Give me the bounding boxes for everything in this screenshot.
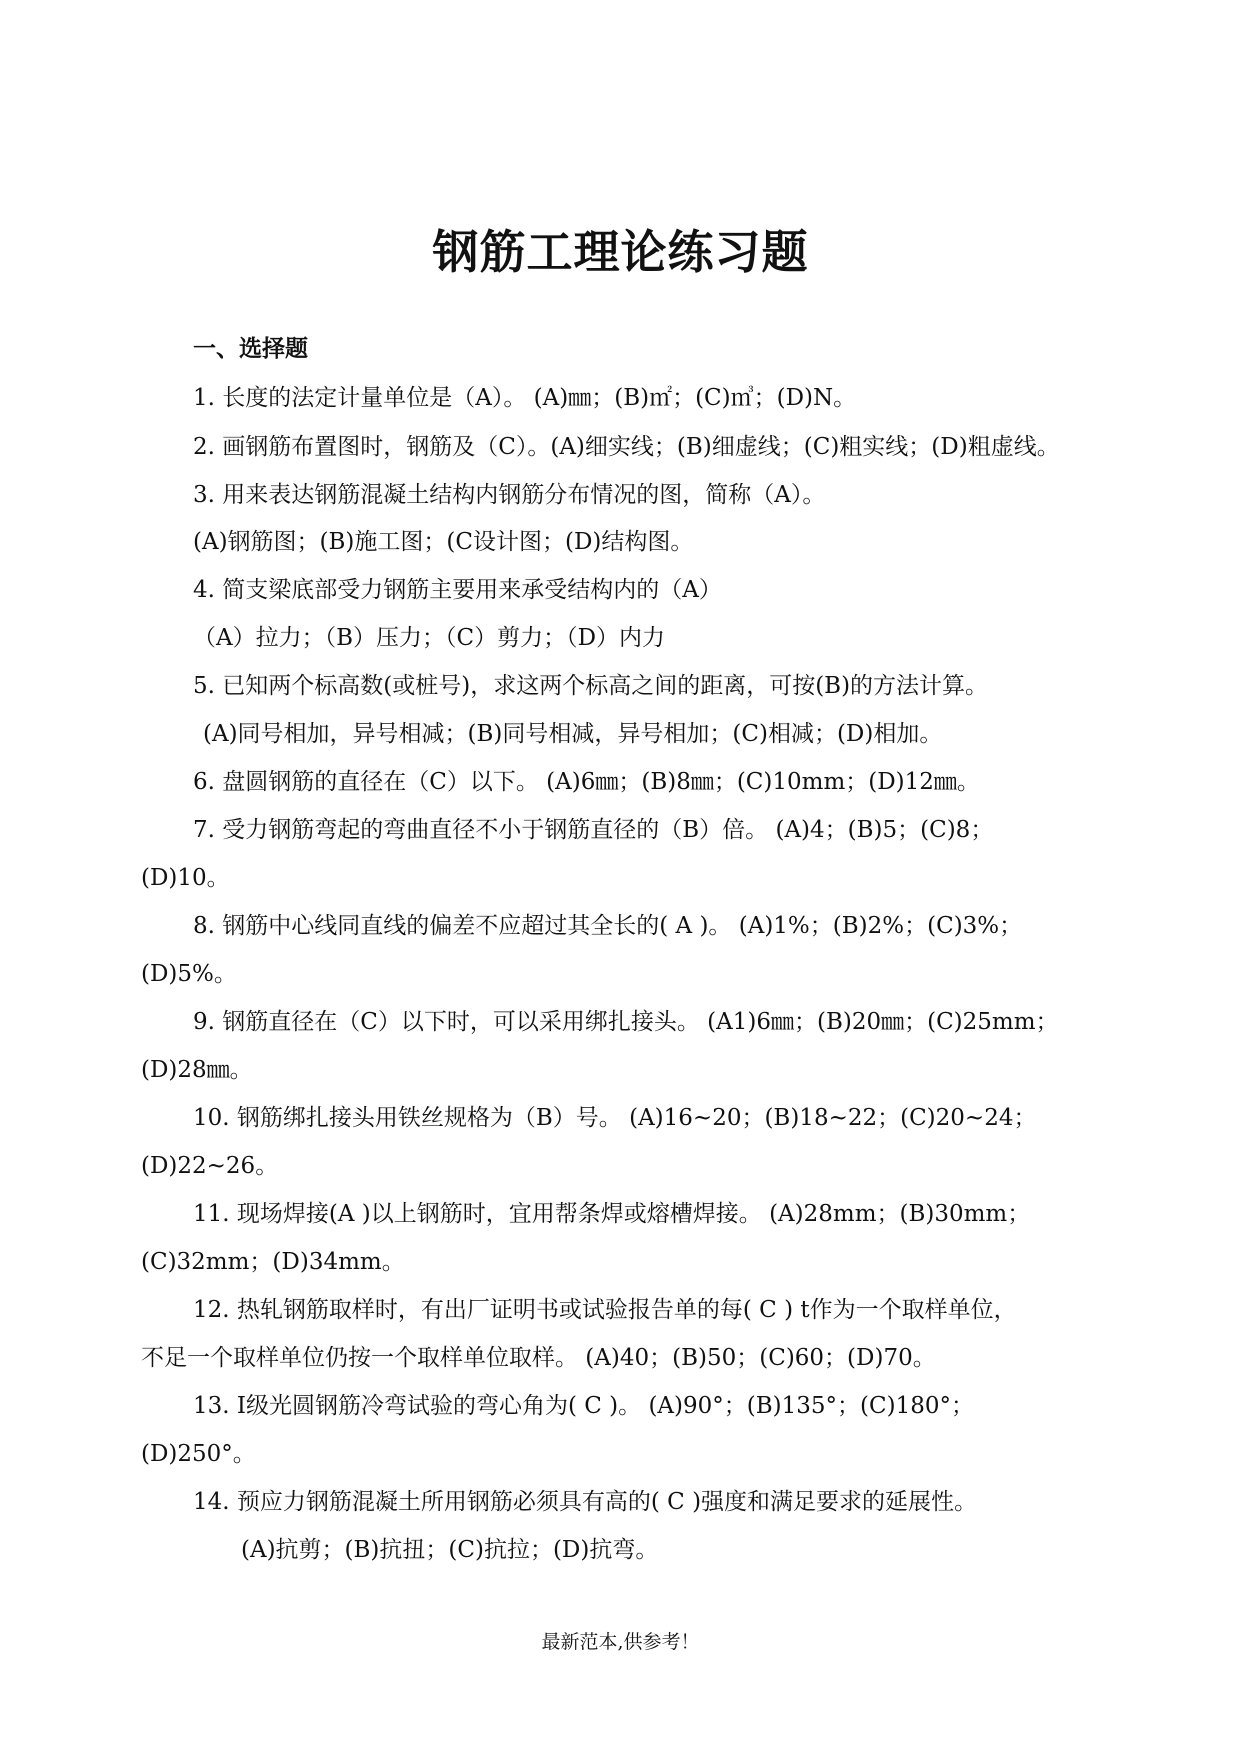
question-line: (D)5%。 bbox=[141, 961, 237, 987]
section-heading: 一、选择题 bbox=[193, 336, 308, 362]
question-line: 4. 简支梁底部受力钢筋主要用来承受结构内的（A） bbox=[193, 577, 722, 603]
question-line: 13. Ⅰ级光圆钢筋冷弯试验的弯心角为( C )。 (A)90°；(B)135°；(C)180°； bbox=[193, 1393, 974, 1419]
question-line: (A)抗剪；(B)抗扭；(C)抗拉；(D)抗弯。 bbox=[241, 1537, 659, 1563]
question-line: 14. 预应力钢筋混凝土所用钢筋必须具有高的( C )强度和满足要求的延展性。 bbox=[193, 1489, 978, 1515]
question-line: 3. 用来表达钢筋混凝土结构内钢筋分布情况的图，简称（A）。 bbox=[193, 482, 826, 508]
question-line: 5. 已知两个标高数(或桩号)，求这两个标高之间的距离，可按(B)的方法计算。 bbox=[193, 673, 989, 699]
question-line: (D)28㎜。 bbox=[141, 1057, 253, 1083]
question-line: 6. 盘圆钢筋的直径在（C）以下。 (A)6㎜；(B)8㎜；(C)10mm；(D)12㎜。 bbox=[193, 769, 980, 795]
page-footer: 最新范本,供参考！ bbox=[541, 1631, 700, 1653]
question-line: 不足一个取样单位仍按一个取样单位取样。 (A)40；(B)50；(C)60；(D)70。 bbox=[141, 1345, 936, 1371]
question-line: 7. 受力钢筋弯起的弯曲直径不小于钢筋直径的（B）倍。 (A)4；(B)5；(C)8； bbox=[193, 817, 994, 843]
question-line: 8. 钢筋中心线同直线的偏差不应超过其全长的( A )。 (A)1%；(B)2%；(C)3%； bbox=[193, 913, 1023, 939]
question-line: 11. 现场焊接(A )以上钢筋时，宜用帮条焊或熔槽焊接。 (A)28mm；(B)30mm； bbox=[193, 1201, 1031, 1227]
question-line: (C)32mm；(D)34mm。 bbox=[141, 1249, 405, 1275]
document-title: 钢筋工理论练习题 bbox=[432, 225, 809, 279]
question-line: (D)22~26。 bbox=[141, 1153, 279, 1179]
question-line: （A）拉力；（B）压力；（C）剪力；（D）内力 bbox=[193, 625, 666, 651]
question-line: 10. 钢筋绑扎接头用铁丝规格为（B）号。 (A)16~20；(B)18~22；(C)20~24； bbox=[193, 1105, 1037, 1131]
question-line: (A)同号相加，异号相减；(B)同号相减，异号相加；(C)相减；(D)相加。 bbox=[203, 721, 943, 747]
question-line: 12. 热轧钢筋取样时，有出厂证明书或试验报告单的每( C ) t作为一个取样单位， bbox=[193, 1297, 1017, 1323]
question-line: (D)250°。 bbox=[141, 1441, 256, 1467]
question-line: (A)钢筋图；(B)施工图；(C设计图；(D)结构图。 bbox=[193, 529, 694, 555]
question-line: 1. 长度的法定计量单位是（A）。 (A)㎜；(B)㎡；(C)㎥；(D)N。 bbox=[193, 385, 857, 411]
question-line: 2. 画钢筋布置图时，钢筋及（C）。(A)细实线；(B)细虚线；(C)粗实线；(D)粗虚线。 bbox=[193, 434, 1060, 460]
question-line: 9. 钢筋直径在（C）以下时，可以采用绑扎接头。 (A1)6㎜；(B)20㎜；(C)25mm； bbox=[193, 1009, 1059, 1035]
question-line: (D)10。 bbox=[141, 865, 230, 891]
